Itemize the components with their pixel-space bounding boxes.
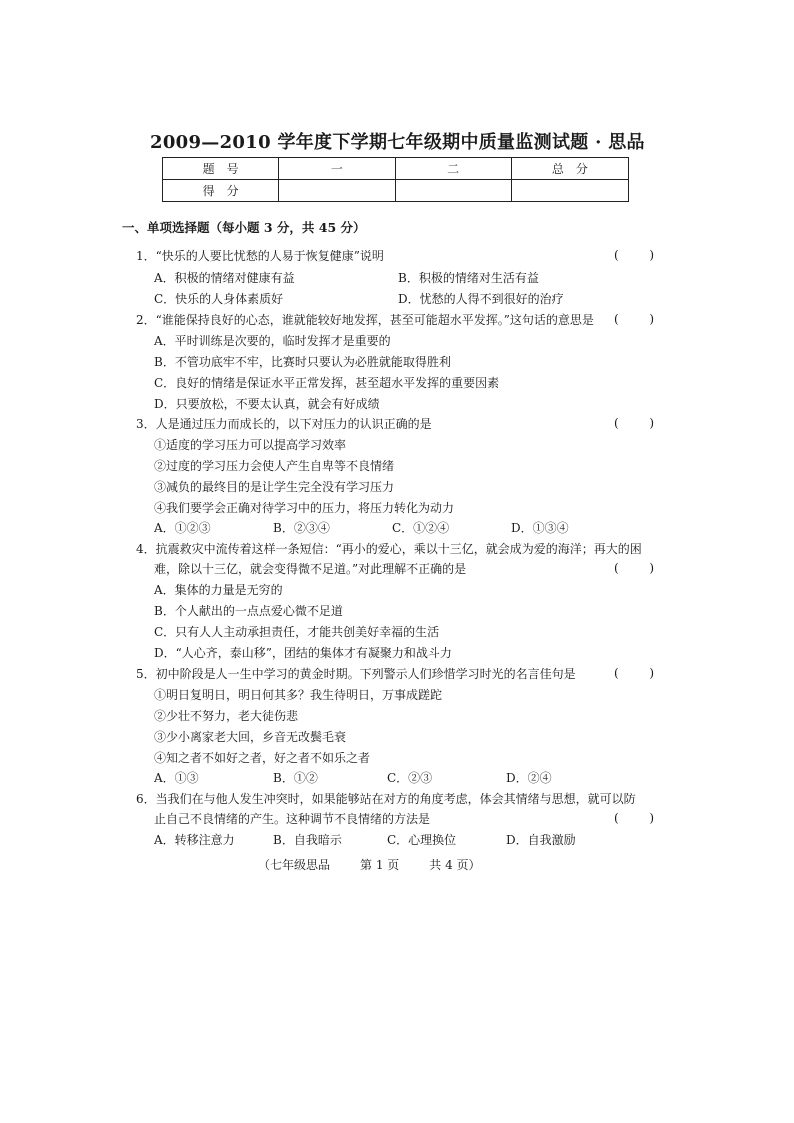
answer-blank-3[interactable]: ( ) bbox=[614, 416, 654, 430]
score-input-part-2[interactable] bbox=[395, 180, 511, 202]
score-input-part-1[interactable] bbox=[279, 180, 395, 202]
exam-title: 2009—2010 学年度下学期七年级期中质量监测试题 · 思品 bbox=[150, 132, 645, 153]
q5-option-b: B．①② bbox=[273, 771, 318, 785]
q5-option-c: C．②③ bbox=[387, 771, 433, 785]
q2-option-a: A．平时训练是次要的，临时发挥才是重要的 bbox=[154, 334, 391, 348]
q3-option-c: C．①②④ bbox=[392, 521, 450, 535]
q3-statement-3: ③减负的最终目的是让学生完全没有学习压力 bbox=[154, 480, 395, 494]
q5-statement-1: ①明日复明日，明日何其多？我生待明日，万事成蹉跎 bbox=[154, 688, 443, 702]
q5-statement-4: ④知之者不如好之者，好之者不如乐之者 bbox=[154, 751, 371, 765]
score-cell-question-no: 题 号 bbox=[163, 158, 279, 180]
answer-blank-6[interactable]: ( ) bbox=[614, 811, 654, 825]
score-input-total[interactable] bbox=[511, 180, 628, 202]
q6-option-a: A．转移注意力 bbox=[154, 833, 235, 847]
score-table-score-row bbox=[163, 180, 629, 202]
q3-option-a: A．①②③ bbox=[154, 521, 211, 535]
page-footer bbox=[258, 856, 481, 873]
q5-option-a: A．①③ bbox=[154, 771, 199, 785]
score-table-header-row bbox=[163, 158, 629, 180]
q4-option-a: A．集体的力量是无穷的 bbox=[154, 583, 283, 597]
section-heading: 一、单项选择题（每小题 3 分，共 45 分） bbox=[122, 220, 366, 235]
q4-option-d: D．“人心齐，泰山移”，团结的集体才有凝聚力和战斗力 bbox=[154, 646, 452, 660]
question-6-stem-line-1: 6．当我们在与他人发生冲突时，如果能够站在对方的角度考虑，体会其情绪与思想，就可以防 bbox=[136, 792, 636, 806]
score-table bbox=[162, 157, 629, 202]
question-6-stem-line-2: 止自己不良情绪的产生。这种调节不良情绪的方法是 bbox=[154, 812, 431, 826]
q2-option-c: C．良好的情绪是保证水平正常发挥，甚至超水平发挥的重要因素 bbox=[154, 376, 500, 390]
q6-option-b: B．自我暗示 bbox=[273, 833, 342, 847]
q1-option-b: B．积极的情绪对生活有益 bbox=[398, 271, 539, 285]
question-4-stem-line-1: 4．抗震救灾中流传着这样一条短信：“再小的爱心，乘以十三亿，就会成为爱的海洋；再大的困 bbox=[136, 542, 642, 556]
q6-option-d: D．自我激励 bbox=[506, 833, 576, 847]
answer-blank-5[interactable]: ( ) bbox=[614, 666, 654, 680]
score-cell-total: 总 分 bbox=[511, 158, 628, 180]
q3-statement-2: ②过度的学习压力会使人产生自卑等不良情绪 bbox=[154, 459, 395, 473]
q5-statement-2: ②少壮不努力，老大徒伤悲 bbox=[154, 709, 299, 723]
q2-option-d: D．只要放松，不要太认真，就会有好成绩 bbox=[154, 397, 380, 411]
footer-total-pages: 共 4 页） bbox=[429, 858, 481, 872]
q3-option-b: B．②③④ bbox=[273, 521, 330, 535]
question-3-stem: 3．人是通过压力而成长的，以下对压力的认识正确的是 bbox=[136, 417, 432, 431]
q3-statement-4: ④我们要学会正确对待学习中的压力，将压力转化为动力 bbox=[154, 501, 455, 515]
q5-option-d: D．②④ bbox=[506, 771, 552, 785]
score-cell-score-label: 得 分 bbox=[163, 180, 279, 202]
q1-option-d: D．忧愁的人得不到很好的治疗 bbox=[398, 292, 564, 306]
question-4-stem-line-2: 难，除以十三亿，就会变得微不足道。”对此理解不正确的是 bbox=[154, 562, 467, 576]
answer-blank-1[interactable]: ( ) bbox=[614, 248, 654, 262]
q3-statement-1: ①适度的学习压力可以提高学习效率 bbox=[154, 438, 347, 452]
question-2-stem: 2．“谁能保持良好的心态，谁就能较好地发挥，甚至可能超水平发挥。”这句话的意思是 bbox=[136, 313, 594, 327]
q3-option-d: D．①③④ bbox=[511, 521, 569, 535]
footer-subject: （七年级思品 bbox=[258, 858, 331, 872]
q4-option-c: C．只有人人主动承担责任，才能共创美好幸福的生活 bbox=[154, 625, 440, 639]
answer-blank-2[interactable]: ( ) bbox=[614, 312, 654, 326]
q1-option-a: A．积极的情绪对健康有益 bbox=[154, 271, 295, 285]
answer-blank-4[interactable]: ( ) bbox=[614, 561, 654, 575]
question-5-stem: 5．初中阶段是人一生中学习的黄金时期。下列警示人们珍惜学习时光的名言佳句是 bbox=[136, 667, 576, 681]
q6-option-c: C．心理换位 bbox=[387, 833, 457, 847]
q4-option-b: B．个人献出的一点点爱心微不足道 bbox=[154, 604, 343, 618]
score-cell-part-2: 二 bbox=[395, 158, 511, 180]
question-1-stem: 1．“快乐的人要比忧愁的人易于恢复健康”说明 bbox=[136, 249, 384, 263]
q5-statement-3: ③少小离家老大回，乡音无改鬓毛衰 bbox=[154, 730, 347, 744]
q2-option-b: B．不管功底牢不牢，比赛时只要认为必胜就能取得胜利 bbox=[154, 355, 451, 369]
q1-option-c: C．快乐的人身体素质好 bbox=[154, 292, 284, 306]
footer-page-number: 第 1 页 bbox=[360, 858, 400, 872]
score-cell-part-1: 一 bbox=[279, 158, 395, 180]
